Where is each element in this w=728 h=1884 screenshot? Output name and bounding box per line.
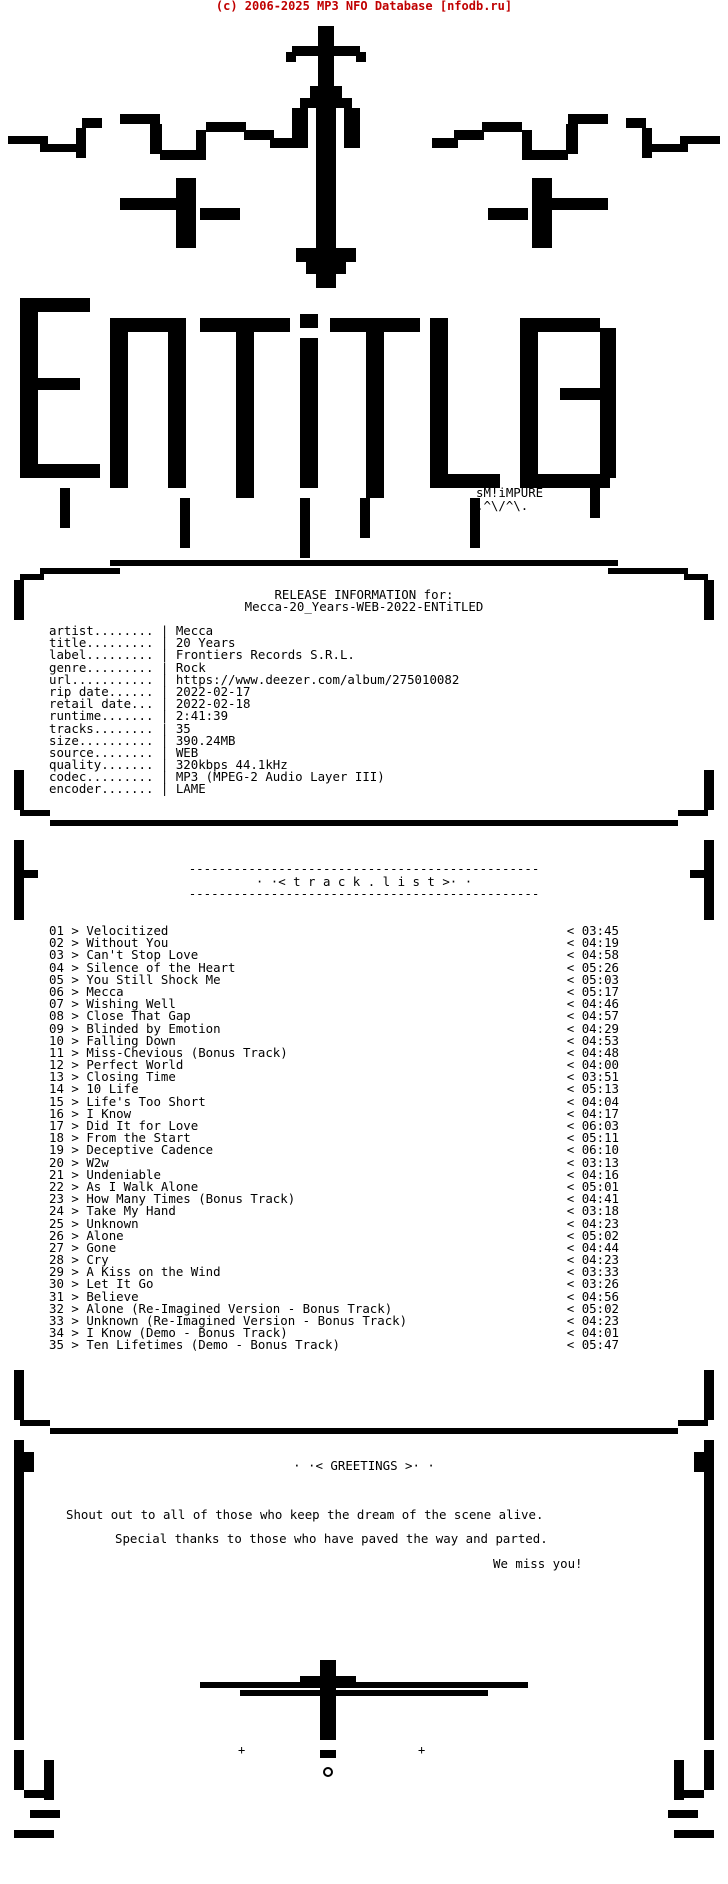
track-number: 13: [49, 1069, 64, 1085]
track-time: 04:57: [581, 1008, 619, 1024]
track-title: Did It for Love: [86, 1118, 199, 1133]
track-number: 11: [49, 1044, 64, 1060]
track-duration-marker: <: [566, 996, 582, 1012]
track-time: 03:18: [581, 1203, 619, 1219]
track-arrow: >: [63, 983, 87, 999]
track-title: Wishing Well: [86, 996, 176, 1012]
track-duration-marker: <: [566, 1118, 582, 1133]
track-duration-marker: <: [566, 1264, 582, 1280]
track-arrow: >: [63, 1081, 87, 1097]
track-duration-marker: <: [566, 983, 582, 999]
track-number: 09: [49, 1020, 64, 1036]
track-number: 08: [49, 1008, 64, 1024]
track-title: W2w: [86, 1154, 109, 1170]
track-time: 05:02: [581, 1227, 619, 1243]
track-time: 04:44: [581, 1239, 619, 1255]
release-info-value: 2:41:39: [175, 708, 229, 724]
svg-text:+: +: [418, 1743, 426, 1757]
track-title: Unknown (Re-Imagined Version - Bonus Track): [86, 1313, 408, 1328]
track-duration-marker: <: [566, 923, 582, 938]
track-duration-marker: <: [566, 1300, 582, 1316]
release-info-value: 2022-02-18: [175, 696, 251, 712]
release-info-value: 320kbps 44.1kHz: [175, 757, 288, 773]
release-info-separator: |: [153, 683, 176, 699]
release-info-value: Mecca: [175, 623, 214, 638]
track-title: I Know: [86, 1105, 132, 1121]
track-arrow: >: [63, 1191, 87, 1207]
track-time: 04:53: [581, 1032, 619, 1048]
track-row: [49, 1239, 619, 1255]
track-title: Believe: [86, 1288, 139, 1304]
track-title: As I Walk Alone: [86, 1178, 199, 1194]
track-duration-marker: <: [566, 1252, 582, 1268]
track-time: 04:46: [581, 996, 619, 1012]
nfo-database-credit: (c) 2006-2025 MP3 NFO Database [nfodb.ru]: [215, 0, 513, 13]
track-time: 05:26: [581, 959, 619, 975]
release-info-key: quality.......: [49, 757, 154, 773]
track-arrow: >: [63, 1313, 87, 1328]
track-number: 34: [49, 1325, 64, 1341]
track-row: [49, 1215, 619, 1231]
release-info-separator: |: [153, 720, 176, 736]
release-info-key: codec.........: [49, 769, 154, 785]
track-arrow: >: [63, 1166, 87, 1182]
track-duration-marker: <: [566, 1069, 582, 1085]
track-time: 04:17: [581, 1105, 619, 1121]
track-title: From the Start: [86, 1130, 191, 1146]
track-number: 02: [49, 935, 64, 951]
track-time: 05:03: [581, 971, 619, 987]
track-time: 06:10: [581, 1142, 619, 1158]
release-info-separator: |: [153, 732, 176, 748]
release-info-separator: |: [153, 781, 176, 797]
track-duration-marker: <: [566, 1008, 582, 1024]
track-arrow: >: [63, 935, 87, 951]
release-info-separator: |: [153, 744, 176, 760]
track-number: 18: [49, 1130, 64, 1146]
track-number: 23: [49, 1191, 64, 1207]
track-time: 04:41: [581, 1191, 619, 1207]
track-time: 04:19: [581, 935, 619, 951]
track-duration-marker: <: [566, 1203, 582, 1219]
track-title: Silence of the Heart: [86, 959, 236, 975]
track-time: 04:48: [581, 1044, 619, 1060]
track-title: Without You: [86, 935, 169, 951]
track-duration-marker: <: [566, 1044, 582, 1060]
track-duration-marker: <: [566, 1130, 582, 1146]
track-time: 04:29: [581, 1020, 619, 1036]
track-number: 22: [49, 1178, 64, 1194]
track-arrow: >: [63, 1032, 87, 1048]
track-title: You Still Shock Me: [86, 971, 221, 987]
track-title: Mecca: [86, 983, 124, 999]
release-info-separator: |: [153, 635, 176, 651]
release-info-key: encoder.......: [49, 781, 154, 797]
track-time: 04:16: [581, 1166, 619, 1182]
track-number: 30: [49, 1276, 64, 1292]
svg-text:+: +: [238, 1743, 246, 1757]
track-row: [49, 1144, 619, 1156]
track-duration-marker: <: [566, 1081, 582, 1097]
track-time: 04:23: [581, 1252, 619, 1268]
track-number: 20: [49, 1154, 64, 1170]
entitled-logo-art: [0, 18, 728, 578]
release-info-value: WEB: [175, 744, 199, 760]
track-title: Let It Go: [86, 1276, 154, 1292]
track-title: Closing Time: [86, 1069, 176, 1085]
track-duration-marker: <: [566, 1020, 582, 1036]
release-info-key: title.........: [49, 635, 154, 651]
track-time: 03:51: [581, 1069, 619, 1085]
track-time: 04:56: [581, 1288, 619, 1304]
track-number: 03: [49, 947, 64, 963]
track-title: 10 Life: [86, 1081, 139, 1097]
track-number: 07: [49, 996, 64, 1012]
track-number: 33: [49, 1313, 64, 1328]
release-info-key: artist........: [49, 623, 154, 638]
track-time: 05:17: [581, 983, 619, 999]
track-arrow: >: [63, 1325, 87, 1341]
track-number: 15: [49, 1093, 64, 1109]
track-title: Velocitized: [86, 923, 169, 938]
track-left: [49, 1339, 340, 1351]
track-number: 24: [49, 1203, 64, 1219]
greetings-frame: [0, 1380, 728, 1880]
track-title: Close That Gap: [86, 1008, 191, 1024]
release-info-separator: |: [153, 647, 176, 663]
track-duration-marker: <: [566, 1166, 582, 1182]
track-number: 32: [49, 1300, 64, 1316]
track-arrow: >: [63, 1044, 87, 1060]
track-number: 27: [49, 1239, 64, 1255]
track-title: Gone: [86, 1239, 117, 1255]
track-time: 05:47: [581, 1337, 619, 1353]
track-duration-marker: <: [566, 1227, 582, 1243]
release-info-value: 20 Years: [175, 635, 236, 651]
release-info-separator: |: [153, 769, 176, 785]
track-row: [49, 1093, 619, 1109]
track-number: 29: [49, 1264, 64, 1280]
track-duration-marker: <: [566, 1093, 582, 1109]
track-title: Life's Too Short: [86, 1093, 206, 1109]
group-tag-decoration: .^\/^\.: [476, 498, 529, 513]
track-duration-marker: <: [566, 1325, 582, 1341]
track-title: I Know (Demo - Bonus Track): [86, 1325, 288, 1341]
track-duration-marker: <: [566, 1215, 582, 1231]
track-arrow: >: [63, 1130, 87, 1146]
track-time: 06:03: [581, 1118, 619, 1133]
track-time: 05:13: [581, 1081, 619, 1097]
track-time: 05:01: [581, 1178, 619, 1194]
track-duration-marker: <: [566, 1105, 582, 1121]
release-info-separator: |: [153, 659, 176, 675]
track-arrow: >: [63, 1252, 87, 1268]
track-number: 06: [49, 983, 64, 999]
track-title: Alone (Re-Imagined Version - Bonus Track): [86, 1300, 393, 1316]
track-time: 03:13: [581, 1154, 619, 1170]
track-arrow: >: [63, 1203, 87, 1219]
track-duration-marker: <: [566, 971, 582, 987]
track-arrow: >: [63, 947, 87, 963]
track-arrow: >: [63, 1142, 87, 1158]
track-title: Alone: [86, 1227, 124, 1243]
track-number: 19: [49, 1142, 64, 1158]
track-title: Deceptive Cadence: [86, 1142, 214, 1158]
track-duration-marker: <: [566, 959, 582, 975]
release-info-key: genre.........: [49, 659, 154, 675]
track-arrow: >: [63, 996, 87, 1012]
track-arrow: >: [63, 1337, 87, 1353]
release-info-value: https://www.deezer.com/album/275010082: [175, 671, 460, 687]
track-duration-marker: <: [566, 947, 582, 963]
tracklist-rule-bottom: -----------------------------------------------: [188, 886, 540, 901]
track-arrow: >: [63, 1008, 87, 1024]
track-duration-marker: <: [566, 1337, 582, 1353]
release-info-key: size..........: [49, 732, 154, 748]
release-info-key: rip date......: [49, 683, 154, 699]
release-info-value: LAME: [175, 781, 206, 797]
release-info-value: 390.24MB: [175, 732, 236, 748]
track-duration-marker: <: [566, 1276, 582, 1292]
release-info-value: 35: [175, 720, 191, 736]
track-title: How Many Times (Bonus Track): [86, 1191, 296, 1207]
tracklist-title: · ·< t r a c k . l i s t >· ·: [255, 874, 473, 889]
track-time: 04:23: [581, 1313, 619, 1328]
greetings-title: · ·< GREETINGS >· ·: [293, 1458, 435, 1473]
track-duration-marker: <: [566, 1288, 582, 1304]
release-info-key: label.........: [49, 647, 154, 663]
greetings-line-2: Special thanks to those who have paved the way and parted.: [115, 1531, 548, 1546]
track-arrow: >: [63, 923, 87, 938]
track-row: [49, 971, 619, 987]
release-info-separator: |: [153, 623, 176, 638]
track-arrow: >: [63, 1154, 87, 1170]
track-number: 12: [49, 1057, 64, 1073]
track-arrow: >: [63, 959, 87, 975]
track-duration-marker: <: [566, 1313, 582, 1328]
track-arrow: >: [63, 1069, 87, 1085]
release-info-value: Rock: [175, 659, 206, 675]
track-title: Ten Lifetimes (Demo - Bonus Track): [86, 1337, 340, 1353]
track-duration: [567, 1339, 619, 1351]
track-duration-marker: <: [566, 1032, 582, 1048]
track-number: 25: [49, 1215, 64, 1231]
track-arrow: >: [63, 1300, 87, 1316]
tracklist-rule-top: -----------------------------------------------: [188, 861, 540, 876]
info-frame-bottom: [0, 770, 728, 850]
track-number: 35: [49, 1337, 64, 1353]
track-time: 03:33: [581, 1264, 619, 1280]
track-arrow: >: [63, 1264, 87, 1280]
release-info-key: source........: [49, 744, 154, 760]
track-title: Falling Down: [86, 1032, 176, 1048]
track-title: Cry: [86, 1252, 109, 1268]
track-duration-marker: <: [566, 1191, 582, 1207]
track-arrow: >: [63, 1178, 87, 1194]
track-arrow: >: [63, 1118, 87, 1133]
track-number: 01: [49, 923, 64, 938]
track-time: 04:58: [581, 947, 619, 963]
track-title: Unknown: [86, 1215, 139, 1231]
track-time: 05:02: [581, 1300, 619, 1316]
track-number: 10: [49, 1032, 64, 1048]
release-info-key: tracks........: [49, 720, 154, 736]
track-number: 14: [49, 1081, 64, 1097]
track-arrow: >: [63, 1105, 87, 1121]
track-row: [49, 1339, 619, 1351]
track-arrow: >: [63, 1276, 87, 1292]
track-duration-marker: <: [566, 1154, 582, 1170]
track-duration-marker: <: [566, 1178, 582, 1194]
track-number: 26: [49, 1227, 64, 1243]
track-time: 04:23: [581, 1215, 619, 1231]
release-info-key: url...........: [49, 671, 154, 687]
release-info-separator: |: [153, 757, 176, 773]
greetings-line-1: Shout out to all of those who keep the dream of the scene alive.: [66, 1507, 544, 1522]
release-info-key: runtime.......: [49, 708, 154, 724]
track-arrow: >: [63, 1215, 87, 1231]
track-number: 04: [49, 959, 64, 975]
release-info-separator: |: [153, 671, 176, 687]
track-arrow: >: [63, 1227, 87, 1243]
release-info-value: MP3 (MPEG-2 Audio Layer III): [175, 769, 385, 785]
track-number: 31: [49, 1288, 64, 1304]
track-time: 03:26: [581, 1276, 619, 1292]
release-info-value: 2022-02-17: [175, 683, 251, 699]
track-arrow: >: [63, 1093, 87, 1109]
track-title: A Kiss on the Wind: [86, 1264, 221, 1280]
track-number: 05: [49, 971, 64, 987]
group-tag: sM!iMPURE: [476, 485, 544, 500]
track-duration-marker: <: [566, 1142, 582, 1158]
track-time: 04:04: [581, 1093, 619, 1109]
release-info-separator: |: [153, 696, 176, 712]
track-time: 04:00: [581, 1057, 619, 1073]
release-name: Mecca-20_Years-WEB-2022-ENTiTLED: [244, 599, 484, 614]
track-title: Blinded by Emotion: [86, 1020, 221, 1036]
release-info-value: Frontiers Records S.R.L.: [175, 647, 355, 663]
track-number: 21: [49, 1166, 64, 1182]
track-arrow: >: [63, 971, 87, 987]
track-row: [49, 1227, 619, 1243]
greetings-line-3: We miss you!: [493, 1556, 583, 1571]
track-arrow: >: [63, 1057, 87, 1073]
track-number: 16: [49, 1105, 64, 1121]
release-info-separator: |: [153, 708, 176, 724]
track-time: 04:01: [581, 1325, 619, 1341]
track-time: 03:45: [581, 923, 619, 938]
track-number: 28: [49, 1252, 64, 1268]
track-duration-marker: <: [566, 1239, 582, 1255]
track-arrow: >: [63, 1239, 87, 1255]
track-list: [49, 925, 619, 1352]
track-number: 17: [49, 1118, 64, 1133]
track-arrow: >: [63, 1020, 87, 1036]
track-title: Undeniable: [86, 1166, 161, 1182]
track-title: Can't Stop Love: [86, 947, 199, 963]
track-time: 05:11: [581, 1130, 619, 1146]
track-title: Perfect World: [86, 1057, 184, 1073]
track-duration-marker: <: [566, 935, 582, 951]
track-title: Take My Hand: [86, 1203, 176, 1219]
track-arrow: >: [63, 1288, 87, 1304]
release-info-key: retail date...: [49, 696, 154, 712]
release-heading: RELEASE INFORMATION for:: [274, 587, 454, 602]
track-duration-marker: <: [566, 1057, 582, 1073]
track-title: Miss-Chevious (Bonus Track): [86, 1044, 288, 1060]
